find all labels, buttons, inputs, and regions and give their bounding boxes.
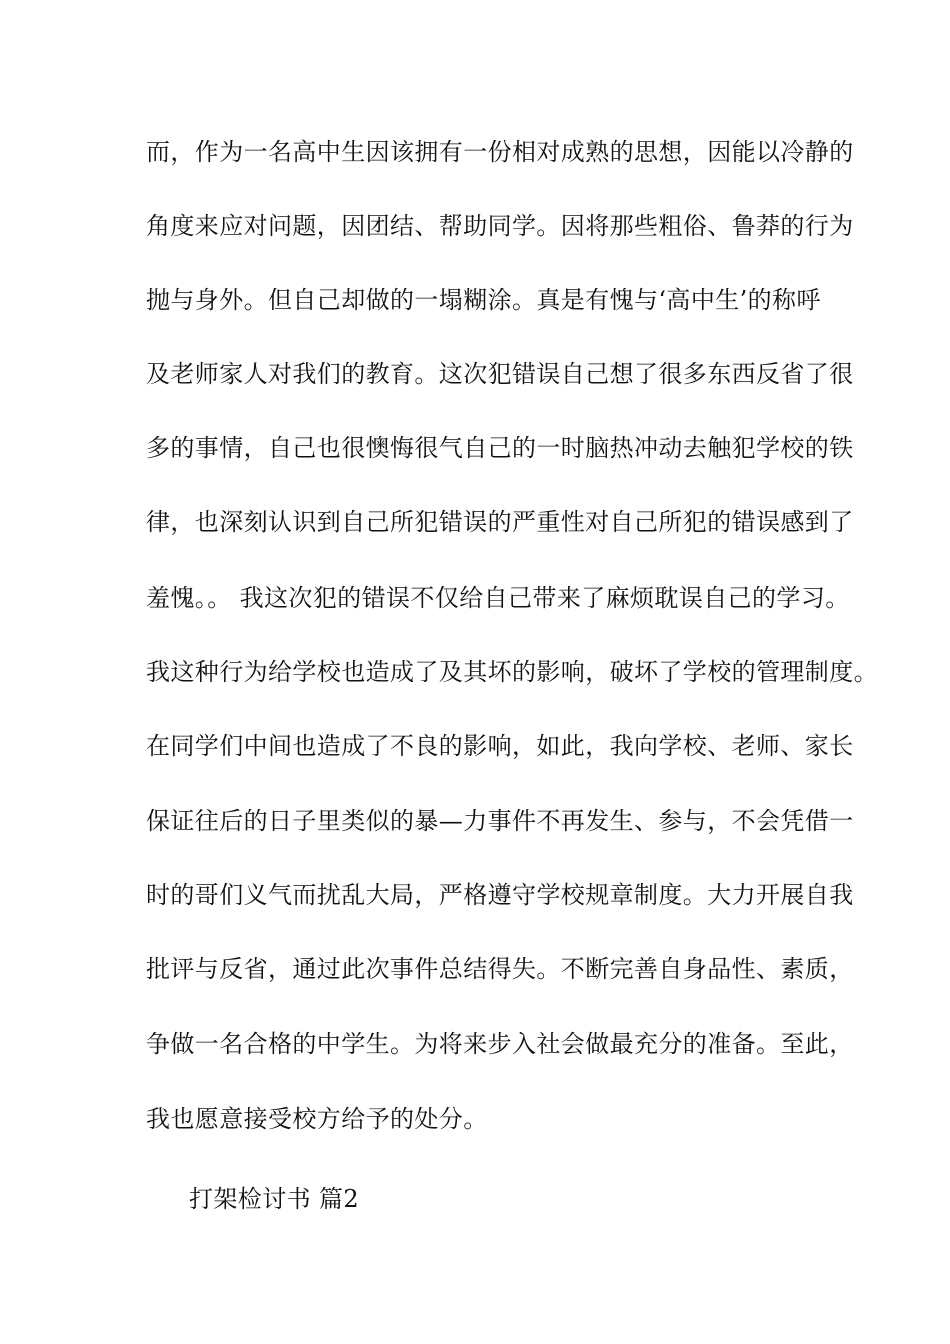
body-line-3: 抛与身外。但自己却做的一塌糊涂。真是有愧与‘高中生’的称呼 — [146, 286, 821, 314]
section-heading: 打架检讨书 篇2 — [189, 1185, 360, 1213]
body-line-12: 批评与反省，通过此次事件总结得失。不断完善自身品性、素质， — [146, 955, 854, 983]
body-line-4: 及老师家人对我们的教育。这次犯错误自己想了很多东西反省了很 — [146, 360, 854, 388]
body-line-5: 多的事情，自己也很懊悔很气自己的一时脑热冲动去触犯学校的铁 — [146, 434, 854, 462]
body-line-9: 在同学们中间也造成了不良的影响，如此，我向学校、老师、家长 — [146, 732, 854, 760]
body-line-1: 而，作为一名高中生因该拥有一份相对成熟的思想，因能以冷静的 — [146, 138, 854, 166]
body-line-8: 我这种行为给学校也造成了及其坏的影响，破坏了学校的管理制度。 — [146, 658, 878, 686]
body-line-13: 争做一名合格的中学生。为将来步入社会做最充分的准备。至此， — [146, 1030, 854, 1058]
body-line-14: 我也愿意接受校方给予的处分。 — [146, 1105, 488, 1133]
body-line-10: 保证往后的日子里类似的暴—力事件不再发生、参与，不会凭借一 — [146, 807, 854, 835]
body-line-7: 羞愧。。 我这次犯的错误不仅给自己带来了麻烦耽误自己的学习。 — [146, 584, 850, 612]
body-line-2: 角度来应对问题，因团结、帮助同学。因将那些粗俗、鲁莽的行为 — [146, 212, 854, 240]
body-line-6: 律，也深刻认识到自己所犯错误的严重性对自己所犯的错误感到了 — [146, 508, 854, 536]
body-line-11: 时的哥们义气而扰乱大局，严格遵守学校规章制度。大力开展自我 — [146, 881, 854, 909]
